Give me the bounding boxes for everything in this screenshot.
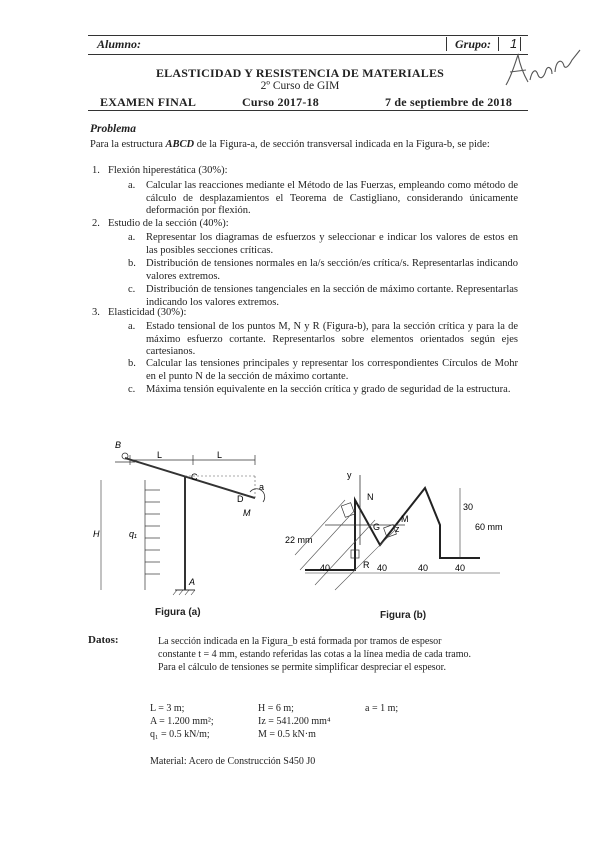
fig-a-label-L2: L [217,450,223,460]
figure-a-caption: Figura (a) [155,607,201,618]
course-level: 2º Curso de GIM [260,80,340,92]
fig-a-label-L1: L [157,450,163,460]
fig-b-label-30: 30 [463,502,474,512]
fig-b-label-R: R [363,560,370,570]
course-title: ELASTICIDAD Y RESISTENCIA DE MATERIALES [155,66,445,80]
item-2b-letter: b. [128,258,136,269]
fig-b-label-y: y [347,470,352,480]
figure-b-caption: Figura (b) [380,610,427,621]
fig-b-label-N: N [367,492,374,502]
item-1a-text: Calcular las reacciones mediante el Método de las Fuerzas, empleando como método de cálculo de desplazamientos el Teorema de Castigliano, considerando únicamente deformación por flexión. [146,180,518,217]
item-3b-letter: b. [128,358,136,369]
fig-a-label-H: H [93,529,100,539]
header-rule [88,110,528,111]
fig-b-label-40d: 40 [455,563,466,573]
grupo-divider [446,37,447,51]
datos-line-2: constante t = 4 mm, estando referidas las cotas a la línea media de cada tramo. [158,649,472,660]
fig-a-label-a: a [259,482,265,492]
section-3-num: 3. [92,307,100,318]
item-3a-letter: a. [128,321,136,332]
fig-a-label-M: M [243,508,251,518]
grupo-label: Grupo: [455,37,492,51]
datos-Iz: Iz = 541.200 mm⁴ [258,716,331,727]
datos-H: H = 6 m; [258,703,294,714]
problem-intro: Para la estructura ABCD de la Figura-a, de sección transversal indicada en la Figura-b, se pide: [90,139,490,150]
exam-type: EXAMEN FINAL [100,95,197,109]
section-1-num: 1. [92,165,100,176]
item-3c-text: Máxima tensión equivalente en la sección crítica y grado de seguridad de la estructura. [146,384,511,395]
fig-b-label-G: G [373,522,381,532]
figure-b [285,470,515,605]
figure-a [85,440,285,605]
fig-b-label-M: M [401,514,409,524]
alumno-label: Alumno: [97,37,142,51]
fig-a-label-D: D [237,494,244,504]
item-2a-letter: a. [128,232,136,243]
item-3c-letter: c. [128,384,136,395]
item-3b-text: Calcular las tensiones principales y representar los correspondientes Círculos de Mohr en el punto N de la sección de máximo cortante. [146,358,518,382]
section-1-title: Flexión hiperestática (30%): [108,165,228,176]
datos-a: a = 1 m; [365,703,399,714]
datos-line-3: Para el cálculo de tensiones se permite simplificar despreciar el espesor. [158,662,446,673]
grupo-value: 1 [510,36,518,51]
exam-date: 7 de septiembre de 2018 [385,95,513,109]
section-2-title: Estudio de la sección (40%): [108,218,229,229]
fig-a-label-A: A [189,577,196,587]
item-2a-text: Representar los diagramas de esfuerzos y seleccionar e indicar los valores de estos en las posibles secciones críticas. [146,232,518,256]
section-2-num: 2. [92,218,100,229]
fig-b-label-22: 22 mm [285,535,313,545]
datos-M: M = 0.5 kN·m [258,729,316,740]
fig-b-label-z: z [395,524,400,534]
datos-A: A = 1.200 mm²; [150,716,214,727]
fig-a-label-B: B [115,440,122,450]
item-2b-text: Distribución de tensiones normales en la/s sección/es crítica/s. Representarlas indicando valores extremos. [146,258,518,282]
grupo-box-left [498,37,499,51]
fig-a-label-q: q₁ [129,529,137,539]
fig-a-label-C: C [191,472,198,482]
item-1a-letter: a. [128,180,136,191]
datos-material: Material: Acero de Construcción S450 J0 [150,756,316,767]
problem-title: Problema [90,123,136,135]
datos-line-1: La sección indicada en la Figura_b está formada por tramos de espesor [158,636,442,647]
item-2c-letter: c. [128,284,136,295]
fig-b-label-60: 60 mm [475,522,503,532]
section-3-title: Elasticidad (30%): [108,307,187,318]
fig-b-label-40a: 40 [320,563,331,573]
item-2c-text: Distribución de tensiones tangenciales en la sección de máximo cortante. Representarlas indicando los valores extremos. [146,284,518,308]
fig-b-label-40c: 40 [418,563,429,573]
fig-b-label-40b: 40 [377,563,388,573]
exam-year: Curso 2017-18 [242,95,319,109]
datos-q: q₁ = 0.5 kN/m; [150,729,210,740]
item-3a-text: Estado tensional de los puntos M, N y R (Figura-b), para la sección crítica y para la de máximo esfuerzo cortante. Representarlos sobre elementos orientados según ejes cartesianos. [146,321,518,358]
datos-label: Datos: [88,634,119,646]
datos-L: L = 3 m; [150,703,185,714]
